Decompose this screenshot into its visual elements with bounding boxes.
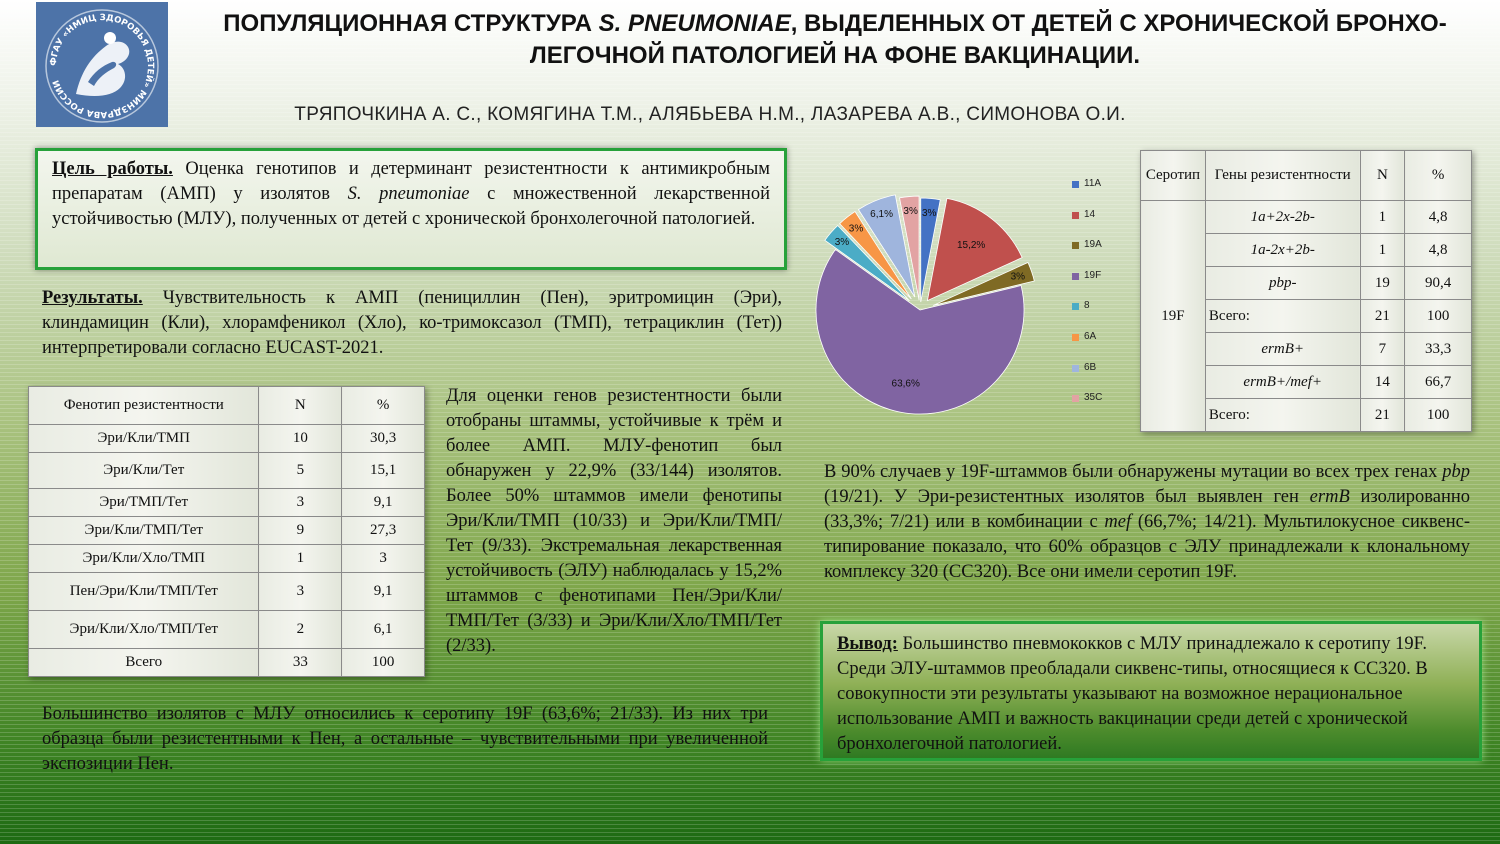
table-header-cell: % <box>1405 151 1472 201</box>
legend-swatch <box>1072 395 1079 402</box>
pie-data-label: 63,6% <box>891 378 920 390</box>
table-row <box>29 425 425 453</box>
legend-item <box>1072 209 1102 240</box>
table-cell: 15,1 <box>342 453 425 489</box>
table-cell: 3 <box>342 545 425 573</box>
table-cell: 9 <box>259 517 342 545</box>
logo-emblem-icon <box>36 2 168 127</box>
table-row <box>29 573 425 611</box>
legend-item <box>1072 392 1102 423</box>
pie-data-label: 6,1% <box>870 208 893 220</box>
table-cell: Всего: <box>1205 300 1360 333</box>
table-cell: Эри/Кли/Хло/ТМП <box>29 545 259 573</box>
goal-box: Цель работы. Оценка генотипов и детерминант резистентности к антимикробным препаратам (АМП) у изолятов S. pneumoniae с множественной лекарственной устойчивостью (МЛУ), полученных от детей с хронической бронхолегочной патологией. <box>35 148 787 270</box>
pie-slice-19F <box>816 249 1024 414</box>
table-cell: Всего <box>29 649 259 677</box>
table-cell: Эри/Кли/ТМП <box>29 425 259 453</box>
table-cell: 1 <box>1360 201 1405 234</box>
serotype-cell: 19F <box>1141 201 1206 432</box>
pie-data-label: 3% <box>848 223 864 235</box>
table-cell: 5 <box>259 453 342 489</box>
table-row <box>29 489 425 517</box>
table-cell: 21 <box>1360 300 1405 333</box>
legend-swatch <box>1072 303 1079 310</box>
goal-heading: Цель работы. <box>52 159 173 179</box>
table-cell: 100 <box>1405 399 1472 432</box>
table-cell: 100 <box>1405 300 1472 333</box>
table-cell: 90,4 <box>1405 267 1472 300</box>
legend-item <box>1072 300 1102 331</box>
legend-swatch <box>1072 181 1079 188</box>
table-cell: 33 <box>259 649 342 677</box>
poster-title: ПОПУЛЯЦИОННАЯ СТРУКТУРА S. PNEUMONIAE, ВЫДЕЛЕННЫХ ОТ ДЕТЕЙ С ХРОНИЧЕСКОЙ БРОНХО-ЛЕГОЧНОЙ ПАТОЛОГИЕЙ НА ФОНЕ ВАКЦИНАЦИИ. <box>223 10 1447 69</box>
logo-text: ФГАУ «НМИЦ ЗДОРОВЬЯ ДЕТЕЙ» МИНЗДРАВА РОССИИ <box>48 12 156 120</box>
legend-label: 14 <box>1084 208 1096 220</box>
results-heading: Результаты. <box>42 288 143 308</box>
pie-data-label: 3% <box>903 206 918 218</box>
table-cell: 10 <box>259 425 342 453</box>
legend-item <box>1072 270 1102 301</box>
legend-item <box>1072 362 1102 393</box>
table-cell: Эри/ТМП/Тет <box>29 489 259 517</box>
table-cell: 7 <box>1360 333 1405 366</box>
legend-swatch <box>1072 273 1079 280</box>
legend-swatch <box>1072 212 1079 219</box>
institution-logo <box>36 2 168 127</box>
table-cell: 2 <box>259 611 342 649</box>
table-cell: 1a+2x-2b- <box>1205 201 1360 234</box>
legend-swatch <box>1072 334 1079 341</box>
legend-label: 19A <box>1084 239 1102 251</box>
table-header-cell: Фенотип резистентности <box>29 387 259 425</box>
table-header-cell: % <box>342 387 425 425</box>
table-header-cell: N <box>1360 151 1405 201</box>
table-row <box>29 611 425 649</box>
table-row <box>29 517 425 545</box>
table-cell: ermB+ <box>1205 333 1360 366</box>
table-cell: 33,3 <box>1405 333 1472 366</box>
legend-label: 6A <box>1084 330 1097 342</box>
table-total-row <box>29 649 425 677</box>
table-row <box>29 545 425 573</box>
table-header-row <box>1141 151 1472 201</box>
table-cell: 100 <box>342 649 425 677</box>
results-paragraph: Результаты. Чувствительность к АМП (пенициллин (Пен), эритромицин (Эри), клиндамицин (Кли), хлорамфеникол (Хло), ко-тримоксазол (ТМП), тетрациклин (Тет)) интерпретировали согласно EUCAST-2021. <box>42 288 782 358</box>
legend-swatch <box>1072 365 1079 372</box>
table-header-cell: Серотип <box>1141 151 1206 201</box>
table-cell: 1 <box>259 545 342 573</box>
table-cell: 19 <box>1360 267 1405 300</box>
legend-label: 19F <box>1084 269 1102 281</box>
table-cell: Всего: <box>1205 399 1360 432</box>
legend-swatch <box>1072 242 1079 249</box>
legend-label: 11A <box>1084 178 1102 189</box>
phenotype-table <box>28 386 425 677</box>
legend-label: 35C <box>1084 392 1103 404</box>
pie-data-label: 3% <box>834 237 850 249</box>
serotype-pie-chart <box>815 165 1065 425</box>
table-cell: Пен/Эри/Кли/ТМП/Тет <box>29 573 259 611</box>
table-cell: 21 <box>1360 399 1405 432</box>
table-cell: 30,3 <box>342 425 425 453</box>
legend-item <box>1072 331 1102 362</box>
method-paragraph: Для оценки генов резистентности были отобраны штаммы, устойчивые к трём и более АМП. МЛУ-фенотип был обнаружен у 22,9% (33/144) изолятов. Более 50% штаммов имели фенотипы Эри/Кли/ТМП (10/33) и Эри/Кли/ТМП/Тет (9/33). Экстремальная лекарственная устойчивость (ЭЛУ) наблюдалась у 15,2% штаммов с фенотипами Пен/Эри/Кли/ТМП/Тет (3/33) и Эри/Кли/Хло/ТМП/Тет (2/33). <box>446 386 782 656</box>
table-cell: 1 <box>1360 234 1405 267</box>
pie-data-label: 3% <box>1010 271 1026 283</box>
table-row <box>29 453 425 489</box>
table-cell: 6,1 <box>342 611 425 649</box>
legend-label: 8 <box>1084 300 1090 312</box>
conclusion-box: Вывод: Большинство пневмококков с МЛУ принадлежало к серотипу 19F. Среди ЭЛУ-штаммов преобладали сиквенс-типы, относящиеся к СС320. В совокупности эти результаты указывают на возможное нерациональное использование АМП и важность вакцинации среди детей с хронической бронхолегочной патологией. <box>820 621 1482 761</box>
table-row <box>1141 201 1472 234</box>
conclusion-heading: Вывод: <box>837 634 898 654</box>
serotype-paragraph: Большинство изолятов с МЛУ относились к серотипу 19F (63,6%; 21/33). Из них три образца были резистентными к Пен, а остальные – чувствительными при увеличенной экспозиции Пен. <box>42 704 768 774</box>
table-cell: Эри/Кли/Тет <box>29 453 259 489</box>
genotype-paragraph: В 90% случаев у 19F-штаммов были обнаружены мутации во всех трех генах pbp (19/21). У Эри-резистентных изолятов был выявлен ген ermB изолированно (33,3%; 7/21) или в комбинации с mef (66,7%; 14/21). Мультилокусное сиквенс-типирование показало, что 60% образцов с ЭЛУ принадлежали к клональному комплексу 320 (СС320). Все они имели серотип 19F. <box>824 462 1470 582</box>
table-cell: 3 <box>259 489 342 517</box>
legend-item <box>1072 178 1102 209</box>
legend-label: 6B <box>1084 361 1097 373</box>
table-cell: pbp- <box>1205 267 1360 300</box>
table-cell: 3 <box>259 573 342 611</box>
table-cell: 66,7 <box>1405 366 1472 399</box>
table-cell: Эри/Кли/Хло/ТМП/Тет <box>29 611 259 649</box>
serotype-table <box>1140 150 1472 432</box>
table-cell: 14 <box>1360 366 1405 399</box>
legend-item <box>1072 239 1102 270</box>
table-cell: Эри/Кли/ТМП/Тет <box>29 517 259 545</box>
authors-line: ТРЯПОЧКИНА А. С., КОМЯГИНА Т.М., АЛЯБЬЕВА Н.М., ЛАЗАРЕВА А.В., СИМОНОВА О.И. <box>294 104 1126 125</box>
table-header-row <box>29 387 425 425</box>
pie-data-label: 3% <box>921 207 937 219</box>
table-header-cell: Гены резистентности <box>1205 151 1360 201</box>
pie-data-label: 15,2% <box>956 239 986 251</box>
chart-legend <box>1072 178 1102 423</box>
table-cell: 1a-2x+2b- <box>1205 234 1360 267</box>
table-cell: 4,8 <box>1405 234 1472 267</box>
table-cell: 4,8 <box>1405 201 1472 234</box>
table-cell: 9,1 <box>342 489 425 517</box>
table-cell: 9,1 <box>342 573 425 611</box>
table-cell: 27,3 <box>342 517 425 545</box>
table-header-cell: N <box>259 387 342 425</box>
table-cell: ermB+/mef+ <box>1205 366 1360 399</box>
